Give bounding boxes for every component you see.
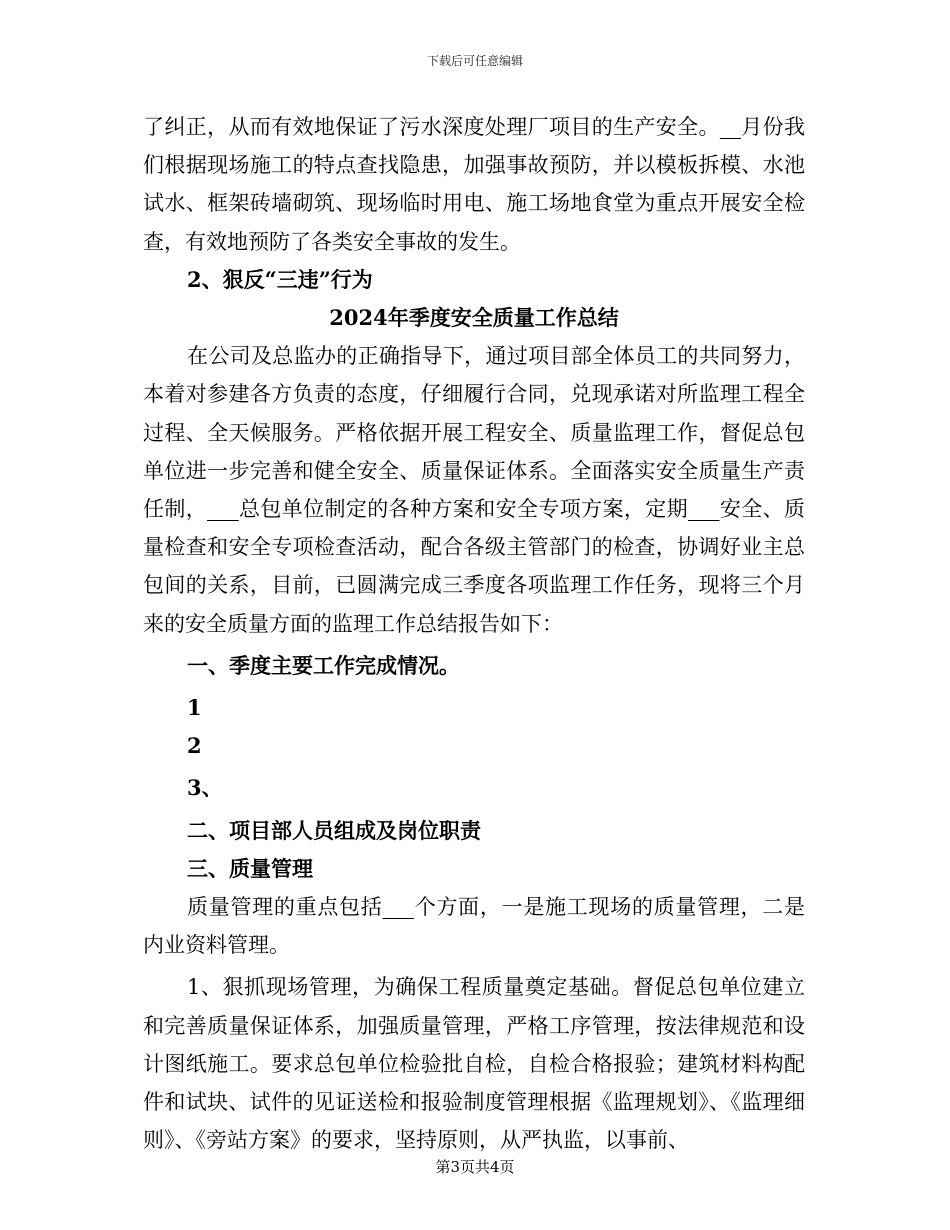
section-2-heading: 二、项目部人员组成及岗位职责 bbox=[187, 817, 481, 843]
header-note: 下载后可任意编辑 bbox=[426, 54, 523, 68]
document-title: 2024年季度安全质量工作总结 bbox=[329, 305, 619, 331]
continuation-paragraph bbox=[143, 108, 805, 261]
fill-in-blank: ___ bbox=[687, 497, 720, 522]
quality-text-2: 个方面，一是施工现场的质量管理，二是内业资料管理。 bbox=[143, 895, 805, 958]
fill-in-blank: ___ bbox=[207, 497, 239, 522]
document-body bbox=[143, 108, 805, 1159]
section-1-heading: 一、季度主要工作完成情况。 bbox=[187, 652, 460, 678]
site-management-paragraph: 1、狠抓现场管理，为确保工程质量奠定基础。督促总包单位建立和完善质量保证体系，加强质量管理，严格工序管理，按法律规范和设计图纸施工。要求总包单位检验批自检，自检合格报验；建筑材料构配件和试块、试件的见证送检和报验制度管理根据《监理规划》、《监理细则》、《旁站方案》的要求，坚持原则，从严执监，以事前、 bbox=[143, 975, 805, 1153]
list-item: 1 bbox=[187, 695, 202, 721]
list-item: 2 bbox=[187, 733, 202, 759]
quality-paragraph bbox=[143, 888, 805, 964]
page-number: 第3页共4页 bbox=[435, 1158, 515, 1176]
intro-text-3: 安全、质量检查和安全专项检查活动，配合各级主管部门的检查，协调好业主总包间的关系，目前，已圆满完成三季度各项监理工作任务，现将三个月来的安全质量方面的监理工作总结报告如下： bbox=[143, 497, 806, 636]
continuation-text-2: 月份我们根据现场施工的特点查找隐患，加强事故预防，并以模板拆模、水池试水、框架砖墙砌筑、现场临时用电、施工场地食堂为重点开展安全检查，有效地预防了各类安全事故的发生。 bbox=[143, 115, 806, 254]
intro-text-1: 在公司及总监办的正确指导下，通过项目部全体员工的共同努力，本着对参建各方负责的态度，仔细履行合同，兑现承诺对所监理工程全过程、全天候服务。严格依据开展工程安全、质量监理工作，督促总包单位进一步完善和健全安全、质量保证体系。全面落实安全质量生产责任制， bbox=[143, 344, 805, 522]
section-3-heading: 三、质量管理 bbox=[187, 855, 313, 881]
intro-text-2: 总包单位制定的各种方案和安全专项方案，定期 bbox=[238, 497, 688, 522]
item-2-heading: 2、狠反“三违”行为 bbox=[187, 266, 373, 292]
intro-paragraph bbox=[143, 337, 805, 643]
quality-text-1: 质量管理的重点包括 bbox=[187, 895, 383, 920]
fill-in-blank: __ bbox=[719, 115, 741, 139]
fill-in-blank: ___ bbox=[382, 895, 414, 920]
continuation-text-1: 了纠正，从而有效地保证了污水深度处理厂项目的生产安全。 bbox=[143, 115, 720, 139]
list-item: 3、 bbox=[187, 775, 223, 801]
